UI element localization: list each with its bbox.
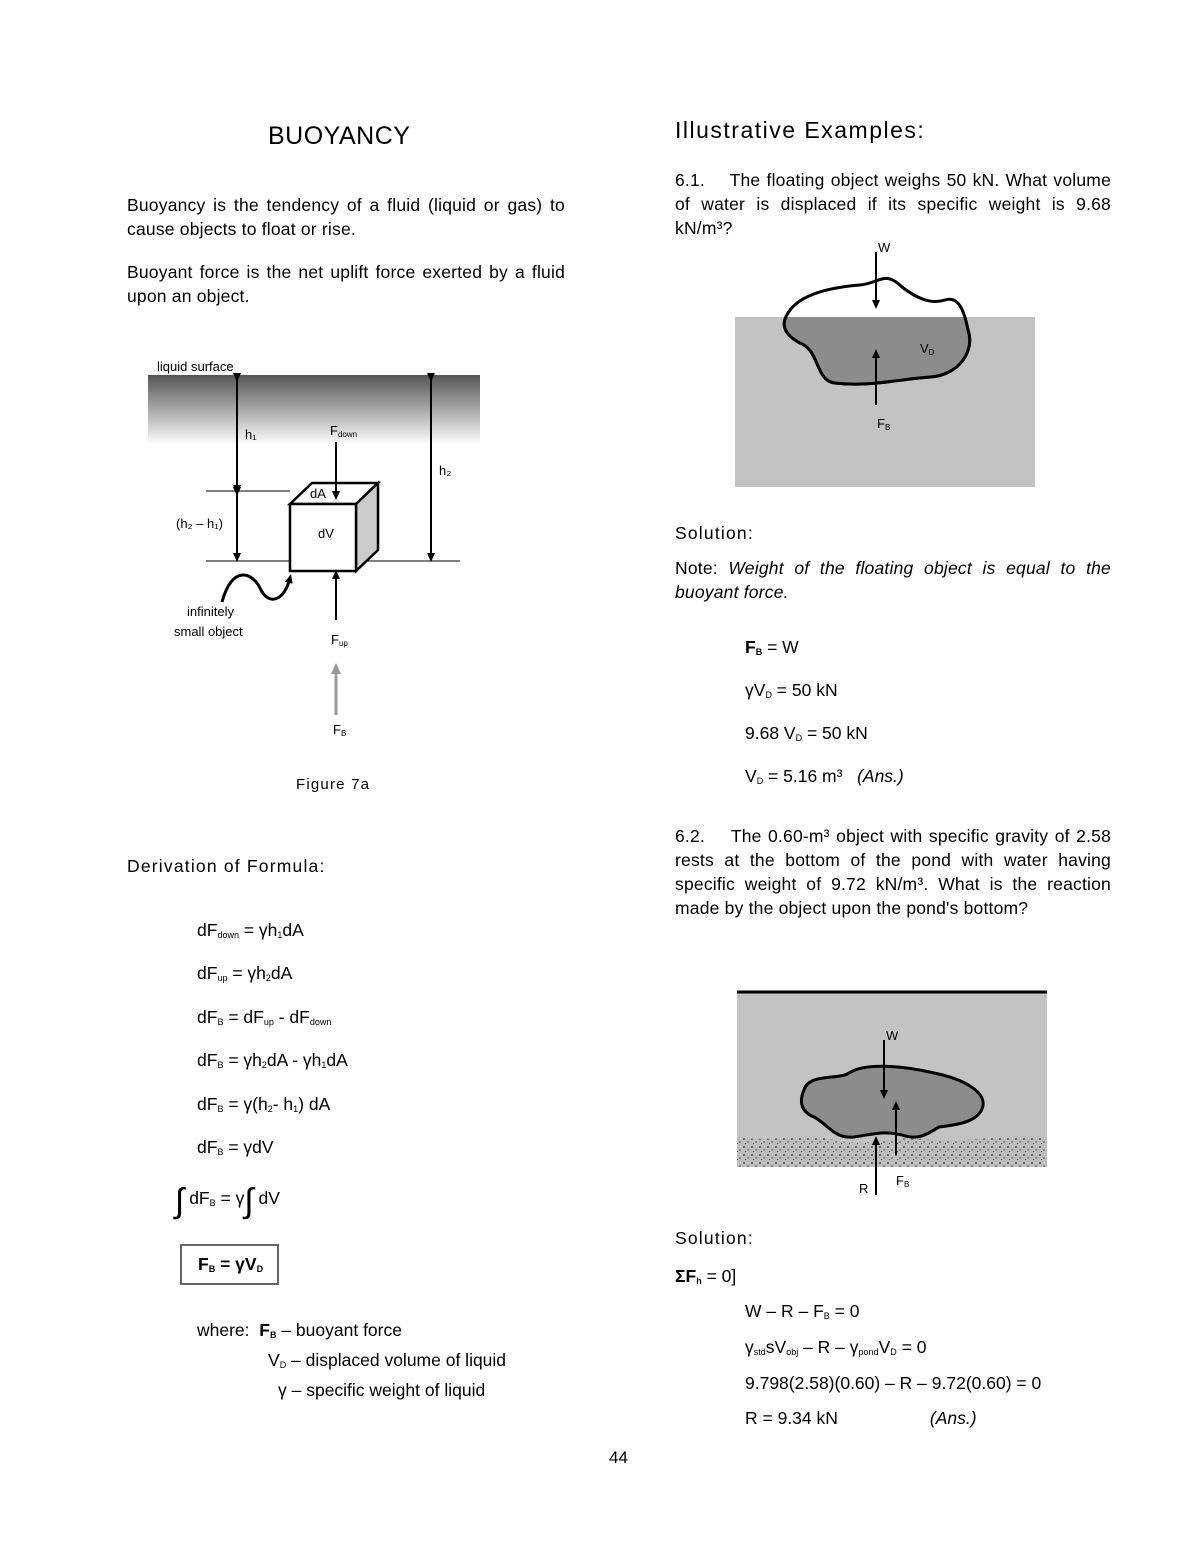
derivation-eq-3: $dF_B = dF_{up} - dF_{down}$ bbox=[197, 1007, 332, 1027]
example-6-2-text: 6.2. The 0.60-m³ object with specific gravity of 2.58 rests at the bottom of the pond with water having specific weight of 9.72 kN/m³. What is the reaction made by the object upon the pond's bottom? bbox=[675, 826, 1111, 918]
buoyancy-definition: Buoyancy is the tendency of a fluid (liquid or gas) to cause objects to float or rise. bbox=[127, 195, 565, 239]
w-label: W bbox=[886, 1028, 899, 1043]
figure-6-1 bbox=[730, 235, 1040, 490]
example-6-1-solution-heading: Solution: bbox=[675, 523, 754, 543]
derivation-eq-1: $dF_{down} = \gamma h_1dA$ bbox=[197, 920, 304, 940]
integral-equation: ∫ $dF_B = \gamma\int$ dV bbox=[175, 1182, 280, 1220]
example-6-1-note: Note: Weight of the floating object is equal to the buoyant force. bbox=[675, 558, 1111, 602]
example-6-1-text: 6.1. The floating object weighs 50 kN. What volume of water is displaced if its specific weight is 9.68 kN/m³? bbox=[675, 170, 1112, 238]
example-6-2-eq-4: R = 9.34 kN (Ans.) bbox=[745, 1408, 977, 1428]
h1-label: h₁ bbox=[245, 427, 257, 442]
page-number: 44 bbox=[609, 1448, 628, 1467]
fb-label: FB bbox=[896, 1173, 910, 1189]
fb-label: FB bbox=[877, 416, 891, 432]
figure-6-2 bbox=[734, 985, 1050, 1200]
pond-bottom bbox=[737, 1136, 1047, 1167]
where-gamma: γ – specific weight of liquid bbox=[278, 1380, 486, 1400]
infinitely-label: infinitely bbox=[187, 604, 234, 619]
f-up-label: Fup bbox=[331, 632, 348, 648]
where-fb: where: $F_B$ – buoyant force bbox=[197, 1320, 402, 1340]
figure-caption: Figure 7a bbox=[296, 776, 371, 793]
example-6-2-sum: $\Sigma F_h = 0$] bbox=[675, 1266, 737, 1286]
derivation-eq-2: $dF_{up} = \gamma h_2dA$ bbox=[197, 963, 293, 983]
small-object-pointer bbox=[222, 575, 290, 602]
small-object-label: small object bbox=[174, 624, 243, 639]
h2-h1-label: (h₂ – h₁) bbox=[176, 516, 224, 531]
example-6-2-eq-1: $W - R - F_B = 0$ bbox=[745, 1301, 860, 1321]
example-6-2-solution-heading: Solution: bbox=[675, 1228, 754, 1248]
page-title: BUOYANCY bbox=[268, 122, 411, 150]
buoyant-force-definition: Buoyant force is the net uplift force exerted by a fluid upon an object. bbox=[127, 262, 565, 306]
where-vd: $V_D$ – displaced volume of liquid bbox=[268, 1350, 507, 1370]
example-6-1-eq-1: $F_B = W$ bbox=[745, 637, 799, 657]
derivation-eq-4: $dF_B = \gamma h_2dA - \gamma h_1dA$ bbox=[197, 1050, 348, 1070]
r-label: R bbox=[859, 1181, 869, 1196]
example-6-2-eq-3: 9.798(2.58)(0.60) – R – 9.72(0.60) = 0 bbox=[745, 1373, 1042, 1393]
derivation-eq-5: $dF_B = \gamma(h_2-$ $h_1$) dA bbox=[197, 1094, 331, 1114]
vd-label: VD bbox=[920, 341, 935, 357]
dv-label: dV bbox=[318, 526, 334, 541]
f-b-label: FB bbox=[333, 722, 347, 738]
figure-7a bbox=[140, 350, 480, 770]
f-down-label: Fdown bbox=[330, 423, 358, 439]
example-6-1-eq-4: $V_D = 5.16$ m³ (Ans.) bbox=[745, 766, 904, 786]
da-label: dA bbox=[310, 486, 326, 501]
w-label: W bbox=[878, 240, 891, 255]
illustrative-examples-heading: Illustrative Examples: bbox=[675, 117, 926, 143]
derivation-heading: Derivation of Formula: bbox=[127, 856, 326, 876]
example-6-1-eq-3: 9.68 $V_D = 50$ kN bbox=[745, 723, 868, 743]
h2-label: h₂ bbox=[439, 463, 452, 478]
buoyancy-formula-box: $F_B = \gamma V_D$ bbox=[180, 1244, 279, 1285]
derivation-eq-6: $dF_B = \gamma dV$ bbox=[197, 1137, 274, 1157]
example-6-2-eq-2: $\gamma_{std}sV_{obj} - R - \gamma_{pond}V_D = 0$ bbox=[745, 1337, 927, 1357]
example-6-1-eq-2: $\gamma V_D = 50$ kN bbox=[745, 680, 838, 700]
liquid-surface-label: liquid surface bbox=[157, 359, 234, 374]
